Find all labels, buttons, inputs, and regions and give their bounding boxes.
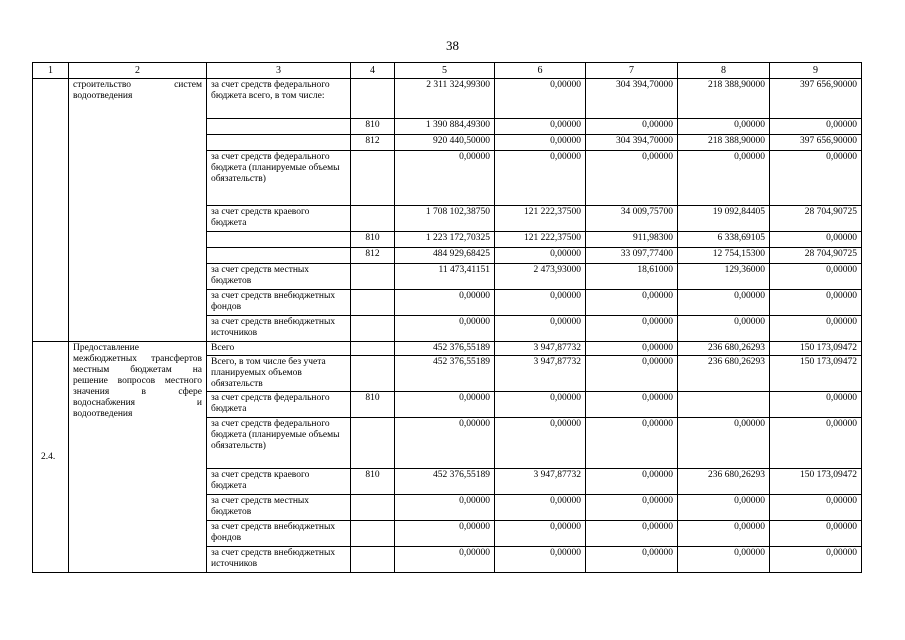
header-col-4: 4 <box>351 63 395 79</box>
row-number: 2.4. <box>33 342 69 573</box>
value-col-9: 150 173,09472 <box>770 356 862 392</box>
funding-source <box>207 119 351 135</box>
value-col-8: 0,00000 <box>678 316 770 342</box>
value-col-7: 304 394,70000 <box>586 135 678 151</box>
value-col-7: 0,00000 <box>586 290 678 316</box>
funding-source: за счет средств краевого бюджета <box>207 206 351 232</box>
value-col-5: 0,00000 <box>395 521 495 547</box>
value-col-8: 0,00000 <box>678 521 770 547</box>
row-number-empty <box>33 79 69 342</box>
budget-code <box>351 264 395 290</box>
value-col-8 <box>678 392 770 418</box>
value-col-8: 0,00000 <box>678 119 770 135</box>
value-col-6: 0,00000 <box>495 418 586 469</box>
value-col-9: 0,00000 <box>770 290 862 316</box>
value-col-8: 0,00000 <box>678 418 770 469</box>
value-col-8: 129,36000 <box>678 264 770 290</box>
value-col-9: 0,00000 <box>770 418 862 469</box>
header-col-3: 3 <box>207 63 351 79</box>
value-col-9: 0,00000 <box>770 232 862 248</box>
budget-code: 810 <box>351 469 395 495</box>
value-col-5: 0,00000 <box>395 290 495 316</box>
value-col-5: 0,00000 <box>395 151 495 206</box>
value-col-9: 0,00000 <box>770 119 862 135</box>
header-col-8: 8 <box>678 63 770 79</box>
value-col-5: 484 929,68425 <box>395 248 495 264</box>
budget-code <box>351 316 395 342</box>
value-col-9: 150 173,09472 <box>770 342 862 356</box>
value-col-5: 2 311 324,99300 <box>395 79 495 119</box>
value-col-5: 1 390 884,49300 <box>395 119 495 135</box>
budget-code <box>351 521 395 547</box>
funding-source: за счет средств внебюджетных фондов <box>207 290 351 316</box>
header-col-9: 9 <box>770 63 862 79</box>
funding-source: за счет средств федерального бюджета (планируемые объемы обязательств) <box>207 418 351 469</box>
value-col-8: 236 680,26293 <box>678 342 770 356</box>
value-col-5: 0,00000 <box>395 316 495 342</box>
value-col-5: 1 708 102,38750 <box>395 206 495 232</box>
value-col-7: 33 097,77400 <box>586 248 678 264</box>
budget-code: 812 <box>351 248 395 264</box>
budget-table <box>32 62 862 573</box>
funding-source <box>207 232 351 248</box>
value-col-7: 0,00000 <box>586 521 678 547</box>
value-col-6: 0,00000 <box>495 316 586 342</box>
funding-source: за счет средств федерального бюджета (планируемые объемы обязательств) <box>207 151 351 206</box>
value-col-8: 0,00000 <box>678 495 770 521</box>
header-col-2: 2 <box>69 63 207 79</box>
measure-name: Предоставление межбюджетных трансфертов местным бюджетам на решение вопросов местного значения в сфере водоснабжения и водоотведения <box>69 342 207 573</box>
value-col-5: 0,00000 <box>395 418 495 469</box>
value-col-9: 150 173,09472 <box>770 469 862 495</box>
value-col-9: 0,00000 <box>770 316 862 342</box>
funding-source <box>207 135 351 151</box>
value-col-9: 397 656,90000 <box>770 79 862 119</box>
value-col-9: 28 704,90725 <box>770 248 862 264</box>
funding-source: Всего <box>207 342 351 356</box>
value-col-7: 0,00000 <box>586 392 678 418</box>
value-col-6: 3 947,87732 <box>495 356 586 392</box>
value-col-7: 0,00000 <box>586 316 678 342</box>
value-col-5: 1 223 172,70325 <box>395 232 495 248</box>
header-col-6: 6 <box>495 63 586 79</box>
funding-source: за счет средств внебюджетных источников <box>207 316 351 342</box>
budget-code <box>351 418 395 469</box>
value-col-8: 236 680,26293 <box>678 469 770 495</box>
value-col-7: 304 394,70000 <box>586 79 678 119</box>
value-col-7: 0,00000 <box>586 151 678 206</box>
page-number: 38 <box>446 38 459 53</box>
value-col-5: 452 376,55189 <box>395 469 495 495</box>
value-col-5: 0,00000 <box>395 392 495 418</box>
value-col-9: 0,00000 <box>770 392 862 418</box>
value-col-8: 0,00000 <box>678 151 770 206</box>
value-col-7: 0,00000 <box>586 469 678 495</box>
budget-code <box>351 342 395 356</box>
value-col-7: 18,61000 <box>586 264 678 290</box>
value-col-7: 911,98300 <box>586 232 678 248</box>
funding-source: Всего, в том числе без учета планируемых объемов обязательств <box>207 356 351 392</box>
value-col-7: 34 009,75700 <box>586 206 678 232</box>
value-col-6: 3 947,87732 <box>495 469 586 495</box>
table-row <box>33 79 862 119</box>
value-col-7: 0,00000 <box>586 119 678 135</box>
value-col-8: 0,00000 <box>678 290 770 316</box>
budget-code <box>351 79 395 119</box>
funding-source: за счет средств внебюджетных фондов <box>207 521 351 547</box>
funding-source: за счет средств внебюджетных источников <box>207 547 351 573</box>
funding-source <box>207 248 351 264</box>
value-col-7: 0,00000 <box>586 495 678 521</box>
funding-source: за счет средств местных бюджетов <box>207 264 351 290</box>
value-col-6: 2 473,93000 <box>495 264 586 290</box>
value-col-8: 6 338,69105 <box>678 232 770 248</box>
value-col-6: 0,00000 <box>495 248 586 264</box>
budget-code: 810 <box>351 392 395 418</box>
value-col-7: 0,00000 <box>586 356 678 392</box>
header-col-7: 7 <box>586 63 678 79</box>
value-col-5: 0,00000 <box>395 547 495 573</box>
value-col-5: 452 376,55189 <box>395 356 495 392</box>
budget-code <box>351 206 395 232</box>
value-col-7: 0,00000 <box>586 418 678 469</box>
funding-source: за счет средств местных бюджетов <box>207 495 351 521</box>
budget-code: 810 <box>351 232 395 248</box>
value-col-9: 28 704,90725 <box>770 206 862 232</box>
value-col-8: 236 680,26293 <box>678 356 770 392</box>
value-col-8: 218 388,90000 <box>678 79 770 119</box>
header-col-1: 1 <box>33 63 69 79</box>
value-col-5: 920 440,50000 <box>395 135 495 151</box>
value-col-8: 12 754,15300 <box>678 248 770 264</box>
value-col-8: 0,00000 <box>678 547 770 573</box>
value-col-6: 3 947,87732 <box>495 342 586 356</box>
funding-source: за счет средств федерального бюджета всего, в том числе: <box>207 79 351 119</box>
value-col-6: 0,00000 <box>495 392 586 418</box>
funding-source: за счет средств краевого бюджета <box>207 469 351 495</box>
value-col-6: 121 222,37500 <box>495 206 586 232</box>
value-col-9: 0,00000 <box>770 264 862 290</box>
value-col-6: 0,00000 <box>495 495 586 521</box>
value-col-9: 0,00000 <box>770 547 862 573</box>
budget-code <box>351 547 395 573</box>
value-col-9: 0,00000 <box>770 151 862 206</box>
value-col-8: 19 092,84405 <box>678 206 770 232</box>
header-row <box>33 63 862 79</box>
value-col-8: 218 388,90000 <box>678 135 770 151</box>
budget-code <box>351 356 395 392</box>
value-col-6: 121 222,37500 <box>495 232 586 248</box>
value-col-9: 0,00000 <box>770 495 862 521</box>
value-col-6: 0,00000 <box>495 79 586 119</box>
budget-code <box>351 151 395 206</box>
budget-code: 812 <box>351 135 395 151</box>
value-col-5: 11 473,41151 <box>395 264 495 290</box>
value-col-6: 0,00000 <box>495 290 586 316</box>
value-col-7: 0,00000 <box>586 342 678 356</box>
value-col-6: 0,00000 <box>495 521 586 547</box>
budget-code: 810 <box>351 119 395 135</box>
value-col-9: 0,00000 <box>770 521 862 547</box>
value-col-6: 0,00000 <box>495 119 586 135</box>
value-col-6: 0,00000 <box>495 547 586 573</box>
funding-source: за счет средств федерального бюджета <box>207 392 351 418</box>
budget-code <box>351 495 395 521</box>
value-col-7: 0,00000 <box>586 547 678 573</box>
measure-name: строительство систем водоотведения <box>69 79 207 342</box>
value-col-6: 0,00000 <box>495 151 586 206</box>
table-row <box>33 342 862 356</box>
value-col-9: 397 656,90000 <box>770 135 862 151</box>
value-col-5: 0,00000 <box>395 495 495 521</box>
value-col-5: 452 376,55189 <box>395 342 495 356</box>
budget-code <box>351 290 395 316</box>
header-col-5: 5 <box>395 63 495 79</box>
value-col-6: 0,00000 <box>495 135 586 151</box>
